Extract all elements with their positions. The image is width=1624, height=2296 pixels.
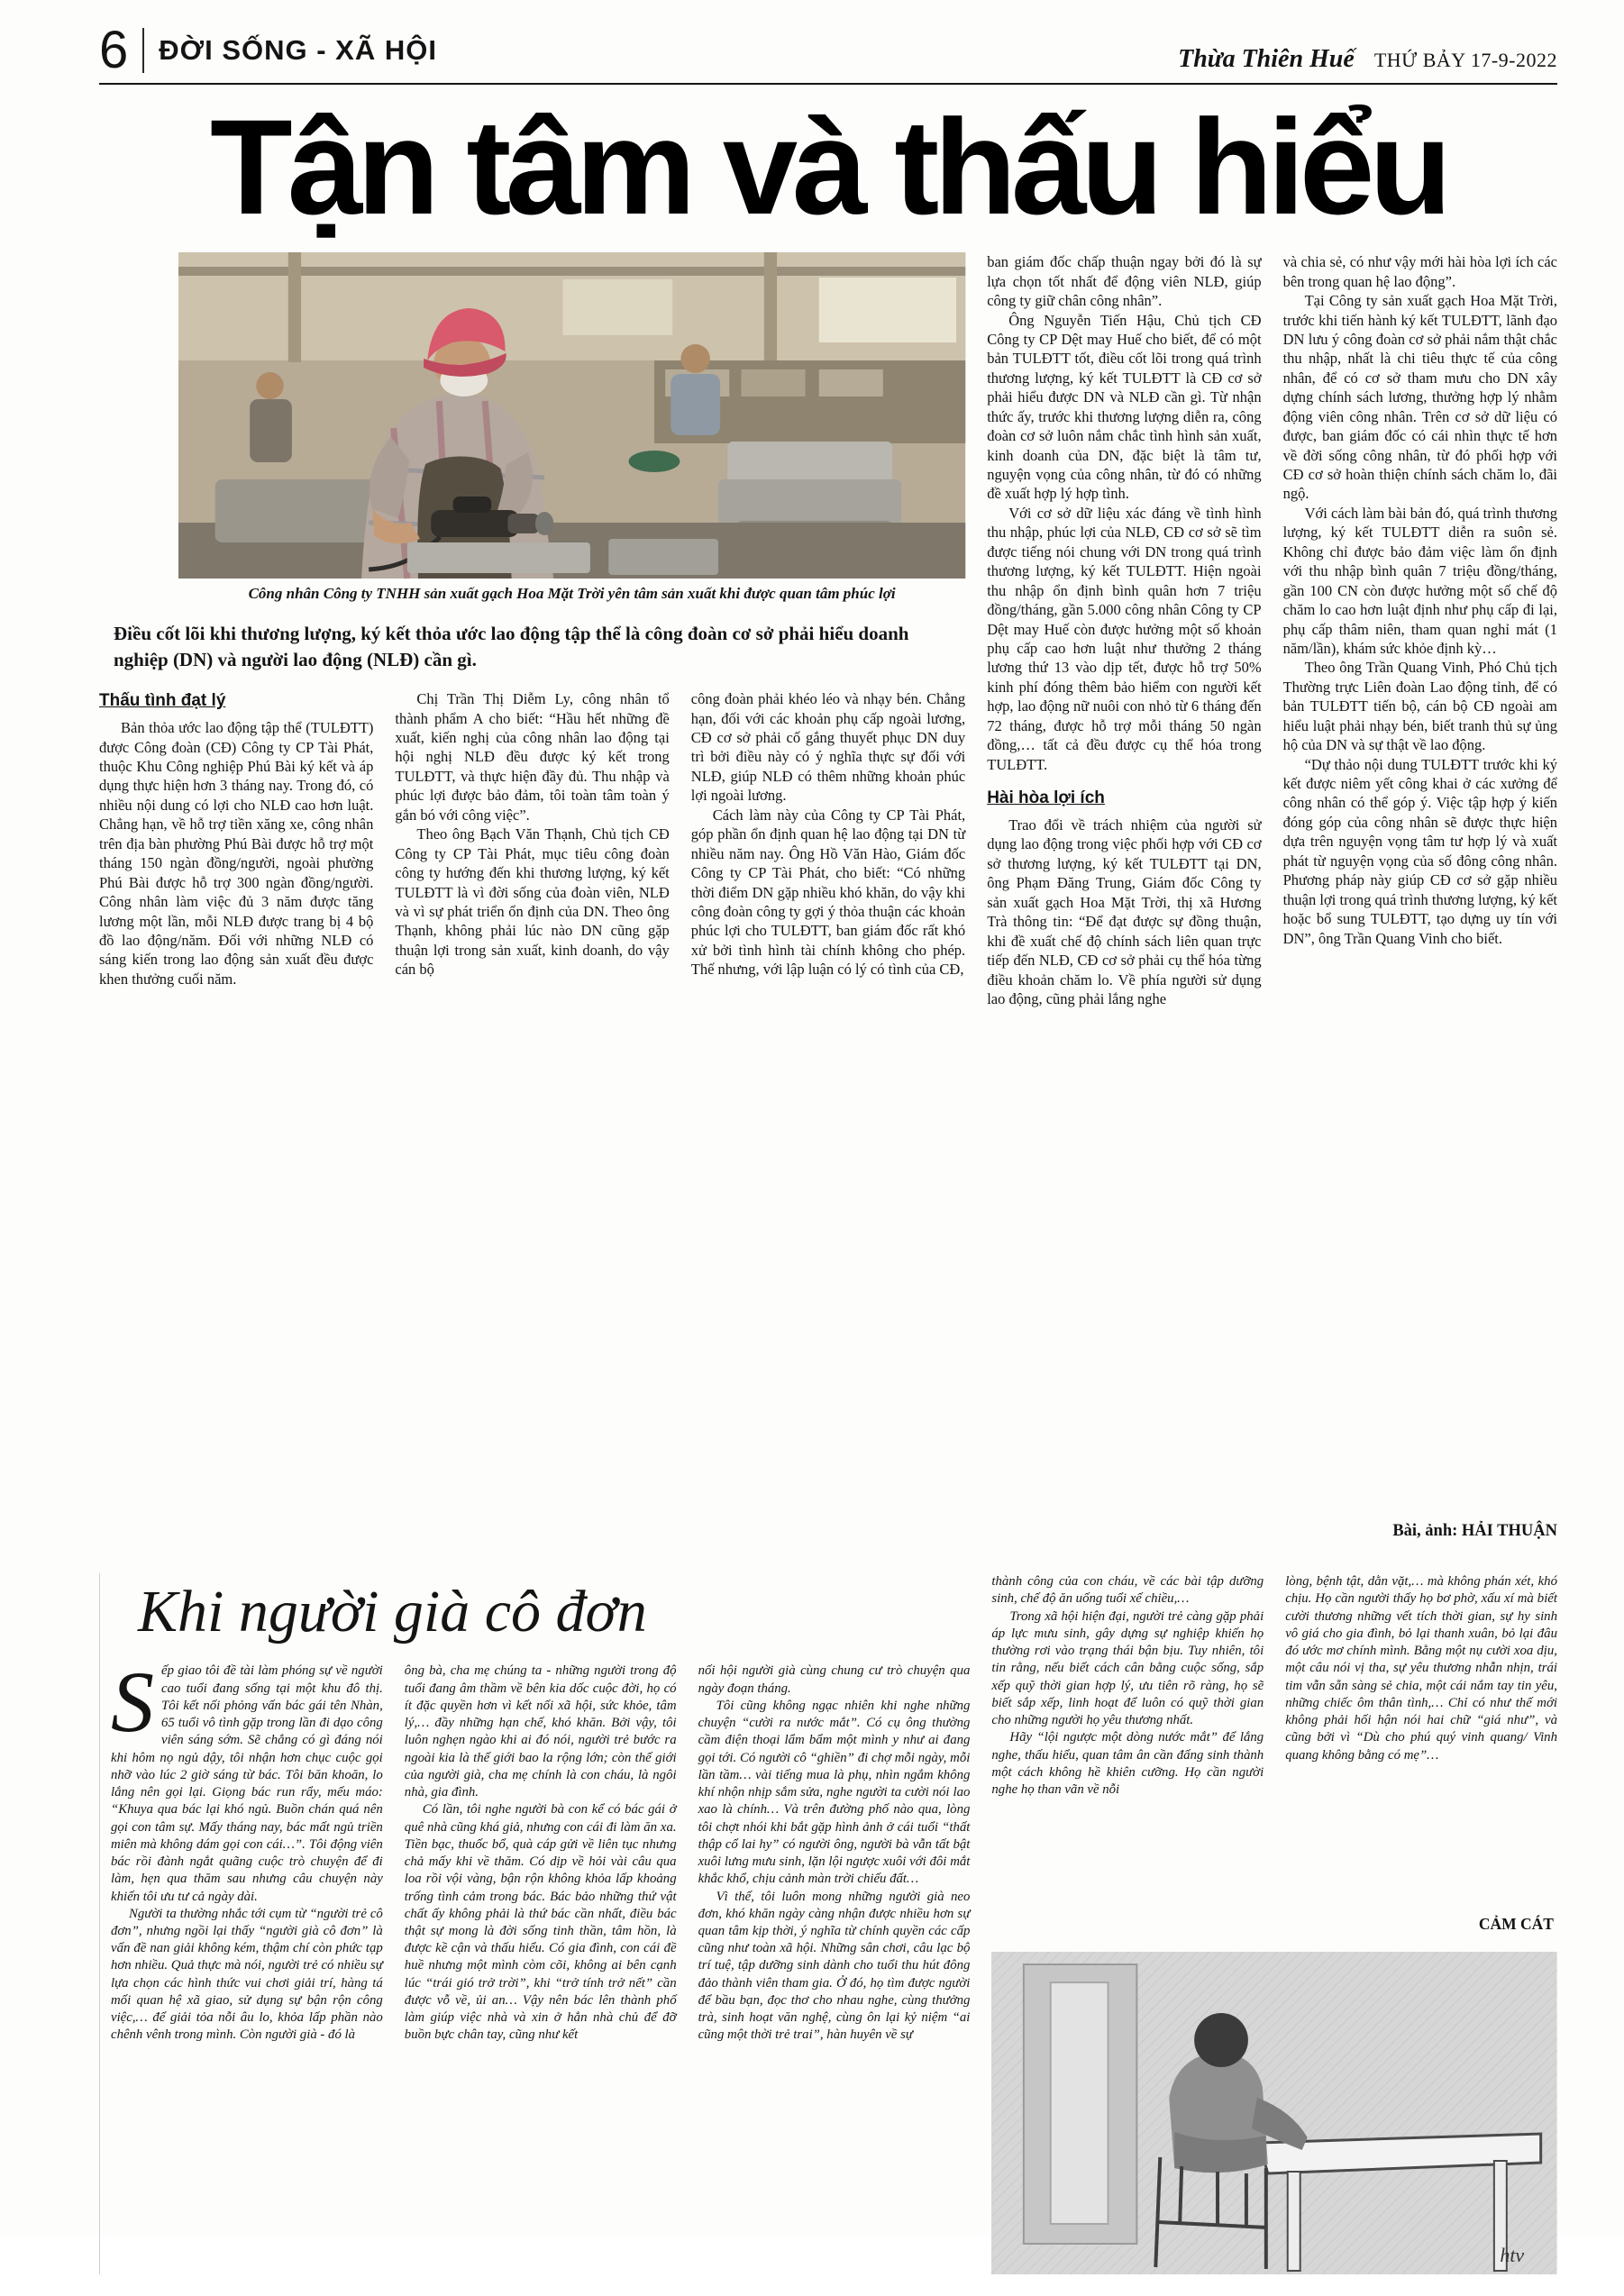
essay-illustration	[991, 1939, 1557, 2274]
subheading-thau-tinh: Thấu tình đạt lý	[99, 691, 226, 711]
masthead-right	[1178, 45, 1557, 74]
paragraph: Người ta thường nhắc tới cụm từ “người trẻ cô đơn”, nhưng ngồi lại thấy “người già cô đơn” là vấn đề nan giải không kém, thậm chí còn phức tạp hơn nhiều. Quả thực mà nói, người trẻ có nhiều sự lựa chọn các hình thức vui chơi giải trí, hàng tá mối quan hệ xã giao, sử dụng sự bận rộn công việc,… để giải tỏa nỗi âu lo, khỏa lấp phần nào chênh vênh trong mình. Còn người già - đó là	[111, 1906, 383, 2043]
top-column-2	[395, 689, 669, 979]
masthead-left	[99, 21, 437, 79]
paragraph: Chị Trần Thị Diễm Ly, công nhân tổ thành phẩm A cho biết: “Hầu hết những đề xuất, kiến nghị của công nhân lao động tại hội nghị NLĐ đều được ký kết trong TULĐTT, và thực hiện đầy đủ. Thu nhập và phúc lợi được bảo đảm, tôi toàn tâm toàn ý gắn bó với công việc”.	[395, 690, 670, 824]
seated-person-sketch	[991, 1952, 1557, 2274]
paragraph: Ông Nguyễn Tiến Hậu, Chủ tịch CĐ Công ty CP Dệt may Huế cho biết, để có một bản TULĐTT tốt, điều cốt lõi trong quá trình thương lượng, ký kết TULĐTT là CĐ cơ sở phải hiểu được DN và NLĐ cần gì. Từ nhận thức ấy, trước khi thương lượng diễn ra, công đoàn cơ sở luôn nắm chắc tình hình sản xuất, kinh doanh của DN, đặc biệt là tâm tư, nguyện vọng của công nhân, từ đó có những đề xuất hợp lý hợp tình.	[987, 311, 1262, 503]
byline-essay: CẢM CÁT	[1478, 1915, 1554, 1934]
paragraph: nối hội người già cùng chung cư trò chuyện qua ngày đoạn tháng.	[698, 1663, 971, 1696]
top-column-1	[99, 689, 373, 989]
paragraph: Vì thế, tôi luôn mong những người già neo đơn, khó khăn ngày càng nhận được nhiều hơn sự quan tâm kịp thời, ý nghĩa từ chính quyền các cấp cũng như toàn xã hội. Những sân chơi, câu lạc bộ trí tuệ, tập dưỡng sinh dành cho tuổi thu hút đông đảo thành viên tham gia. Ở đó, họ tìm được người để bầu bạn, đọc thơ cho nhau nghe, cùng thưởng trà, sinh hoạt văn nghệ, cùng ôn lại kỷ niệm “ai cũng một thời trẻ trai”, hàn huyên về sự	[698, 1889, 971, 2043]
essay-column-5	[1285, 1573, 1557, 1939]
paragraph: Bản thỏa ước lao động tập thể (TULĐTT) được Công đoàn (CĐ) Công ty CP Tài Phát, thuộc Khu Công nghiệp Phú Bài ký kết và áp dụng thực hiện hơn 3 tháng nay. Trong đó, có nhiều nội dung có lợi cho NLĐ cao hơn luật. Chẳng hạn, về hỗ trợ tiền xăng xe, công nhân trên địa bàn phường Phú Bài được hỗ trợ một tháng 150 ngàn đồng/người, ngoài phường Phú Bài được hỗ trợ 300 ngàn đồng/người. Công nhân làm việc đủ 3 năm được tăng lương một lần, mỗi NLĐ được trang bị 4 bộ đồ lao động/năm. Đối với những NLĐ có sáng kiến trong lao động sản xuất đều được khen thưởng cuối năm.	[99, 719, 374, 988]
subheading-hai-hoa: Hài hòa lợi ích	[987, 788, 1105, 807]
paragraph: Hãy “lội ngược một dòng nước mắt” để lắng nghe, thấu hiểu, quan tâm ân cần đấng sinh thành một cách không hề khiên cưỡng. Họ cần người nghe họ than vãn về nỗi	[991, 1730, 1264, 1797]
byline-top-article: Bài, ảnh: HẢI THUẬN	[1392, 1522, 1557, 1541]
factory-photo-illustration	[178, 252, 965, 579]
top-column-4	[987, 252, 1261, 1541]
paragraph: ban giám đốc chấp thuận ngay bởi đó là sự lựa chọn tốt nhất để động viên NLĐ, giúp công ty giữ chân công nhân”.	[987, 253, 1262, 310]
illustration-signature: htv	[1500, 2244, 1525, 2267]
essay-column-3	[698, 1663, 971, 2274]
paragraph-text: ếp giao tôi đề tài làm phóng sự về người cao tuổi đang sống tại một khu đô thị. Tôi kết nối phỏng vấn bác gái tên Nhàn, 65 tuổi vô tình gặp trong lần đi dạo công viên sáng sớm. Sẽ chẳng có gì đáng nói khi hôm nọ ngủ dậy, tôi nhận hơn chục cuộc gọi nhỡ vào lúc 2 giờ sáng từ bác. Tôi băn khoăn, lo lắng nên gọi lại. Giọng bác run rẩy, mếu máo: “Khuya qua bác lại khó ngủ. Buồn chán quá nên gọi con tâm sự. Mấy tháng nay, bác mất ngủ triền miên mà không dám gọi con cái…”. Tôi động viên bác rồi đành ngắt quãng cuộc trò chuyện để đi làm, hẹn qua thăm sau nhưng câu chuyện này khiến tôi ưu tư cả ngày dài.	[111, 1663, 383, 1904]
paragraph: công đoàn phải khéo léo và nhạy bén. Chẳng hạn, đối với các khoản phụ cấp ngoài lương, CĐ cơ sở phải cố gắng thuyết phục DN duy trì bởi điều này có ý nghĩa thực sự đối với NLĐ, giúp NLĐ có thêm những khoản phúc lợi ngoài lương.	[690, 690, 966, 805]
photo-caption: Công nhân Công ty TNHH sản xuất gạch Hoa Mặt Trời yên tâm sản xuất khi được quan tâm phúc lợi	[248, 585, 896, 603]
essay-column-2	[405, 1663, 677, 2274]
paragraph: Cách làm này của Công ty CP Tài Phát, góp phần ổn định quan hệ lao động tại DN từ nhiều năm nay. Ông Hồ Văn Hào, Giám đốc Công ty CP Tài Phát, cho biết: “Có những thời điểm DN gặp nhiều khó khăn, do vậy khi công đoàn công ty gợi ý thỏa thuận các khoản phúc lợi cho TULĐTT, ban giám đốc rất khó xử bởi tình hình tài chính không cho phép. Thế nhưng, với lập luận có lý có tình của CĐ,	[690, 806, 966, 979]
section-title: ĐỜI SỐNG - XÃ HỘI	[159, 34, 437, 67]
essay-column-1	[111, 1654, 383, 2274]
paragraph: ông bà, cha mẹ chúng ta - những người trong độ tuổi đang âm thầm về bên kia dốc cuộc đời, họ có ít đặc quyền hơn vì kết nối xã hội, sức khỏe, tâm lý,… đầy những hạn chế, khó khăn. Bởi vậy, tôi luôn nghẹn ngào khi ai đó nói, người trẻ bước ra ngoài kia là thế giới bao la rộng lớn; còn thế giới của người già, cha mẹ chính là con cháu, là ngôi nhà, gia đình.	[404, 1663, 677, 1800]
masthead-divider	[142, 28, 144, 73]
lead-paragraph: Điều cốt lõi khi thương lượng, ký kết thỏa ước lao động tập thể là công đoàn cơ sở phải hiểu doanh nghiệp (DN) và người lao động (NLĐ) cần gì.	[114, 623, 909, 671]
paper-date: THỨ BẢY 17-9-2022	[1373, 49, 1557, 72]
bottom-article	[99, 1573, 1557, 2274]
paragraph: Theo ông Trần Quang Vinh, Phó Chủ tịch Thường trực Liên đoàn Lao động tỉnh, để có bản TULĐTT tiến bộ, cán bộ CĐ ngoài am hiểu luật phải nhạy bén, biết tranh thủ sự ủng hộ của DN và sự thật về lao động.	[1282, 659, 1557, 754]
paragraph: Có lần, tôi nghe người bà con kể có bác gái ở quê nhà cũng khá giả, nhưng con cái đi làm ăn xa. Tiền bạc, thuốc bổ, quà cáp gửi về liên tục nhưng chả mấy khi về thăm. Có dịp về hỏi vài câu qua loa rồi vội vàng, bận rộn không khỏa lấp khoảng trống tình cảm trong bác. Bác bảo những thứ vật chất ấy không phải là thứ bác cần nhất, điều bác thật sự mong là đời sống tinh thần, tâm hồn, là được kề cận và thấu hiểu. Có gia đình, con cái đề huề nhưng một mình còm cõi, không ai bên cạnh lúc “trái gió trở trời”, khi “trở tính trở nết” cần được vỗ về, ủi an… Vậy nên bác lên thành phố làm giúp việc nhà và xin ở hẳn nhà chủ để đỡ buồn bực chân tay, cũng như kết	[404, 1802, 677, 2043]
essay-column-4	[991, 1573, 1264, 1939]
essay-title: Khi người già cô đơn	[138, 1579, 647, 1645]
page-number: 6	[99, 21, 129, 79]
paragraph: Với cơ sở dữ liệu xác đáng về tình hình thu nhập, phúc lợi của NLĐ, CĐ cơ sở sẽ tìm được tiếng nói chung với DN trong quá trình thương lượng, ký kết TULĐTT. Hiện ngoài thu nhập ổn định bình quân hơn 7 triệu đồng/tháng, gần 5.000 công nhân Công ty CP Dệt may Huế còn được hưởng một số khoản phụ cấp cao hơn luật như thưởng 2 tháng lương thứ 13 vào dịp tết, được hỗ trợ 50% kinh phí đóng thêm bảo hiểm con người kết hợp, lao động nữ nuôi con nhỏ từ 6 tháng đến 72 tháng, được hỗ trợ mỗi tháng 50 ngàn đồng,… tất cả đều được cụ thể hóa trong TULĐTT.	[987, 504, 1262, 773]
paragraph: Trong xã hội hiện đại, người trẻ càng gặp phải áp lực mưu sinh, gây dựng sự nghiệp khiến họ thường rơi vào trạng thái bận bịu. Tuy nhiên, tôi tin rằng, nếu biết cách cân bằng cuộc sống, sắp xếp quỹ thời gian hợp lý, ưu tiên rõ ràng, họ sẽ biết sắp xếp, linh hoạt để luôn có quỹ thời gian cho những người họ yêu thương nhất.	[991, 1608, 1264, 1728]
paragraph: và chia sẻ, có như vậy mới hài hòa lợi ích các bên trong quan hệ lao động”.	[1282, 253, 1557, 290]
paper-name: Thừa Thiên Huế	[1178, 45, 1355, 74]
paragraph: thành công của con cháu, về các bài tập dưỡng sinh, chế độ ăn uống tuổi xế chiều,…	[991, 1574, 1264, 1607]
top-article-right-zone	[987, 252, 1557, 1541]
drop-cap: S	[111, 1654, 154, 1751]
paragraph: Tại Công ty sản xuất gạch Hoa Mặt Trời, trước khi tiến hành ký kết TULĐTT, lãnh đạo DN lưu ý công đoàn cơ sở phải nắm thật chắc thu nhập, nhất là chi tiêu thực tế của công nhân, để có cơ sở tham mưu cho DN xây dựng chính sách lương, thưởng hợp lý nhằm động viên công nhân. Trên cơ sở dữ liệu có được, ban giám đốc có cái nhìn thực tế hơn về đời sống công nhân, từ đó phối hợp với CĐ cơ sở hoàn thiện chính sách chăm lo, đãi ngộ.	[1282, 292, 1557, 503]
paragraph: Trao đổi về trách nhiệm của người sử dụng lao động trong việc phối hợp với CĐ cơ sở thương lượng, ký kết TULĐTT tại DN, ông Phạm Đăng Trung, Giám đốc Công ty sản xuất gạch Hoa Mặt Trời, thị xã Hương Trà thông tin: “Để đạt được sự đồng thuận, khi đề xuất chế độ chính sách liên quan trực tiếp đến NLĐ, CĐ cơ sở phải cụ thể hóa từng điều khoản chăm lo. Về phía người sử dụng lao động, cũng phải lắng nghe	[987, 816, 1262, 1007]
article-photo	[178, 252, 965, 579]
top-article-left-zone	[99, 252, 965, 1541]
masthead	[99, 21, 1557, 85]
paragraph: “Dự thảo nội dung TULĐTT trước khi ký kết được niêm yết công khai ở các xưởng để công nhân có thể góp ý. Việc tập hợp ý kiến đóng góp của công nhân sẽ được thực hiện dựa trên nguyện vọng tâm tư hợp lý và xuất phát từ nguyện vọng của số đông công nhân. Phương pháp này giúp CĐ cơ sở gặp nhiều thuận lợi trong quá trình thương lượng, ký kết hoặc bổ sung TULĐTT, tạo dựng uy tín với DN”, ông Trần Quang Vinh cho biết.	[1282, 755, 1557, 947]
paragraph: lòng, bệnh tật, dằn vặt,… mà không phán xét, khó chịu. Họ cần người thấy họ bơ phờ, xấu xí mà biết cười thương những vết tích thời gian, sự hy sinh vô giá cho gia đình, bỏ lại thanh xuân, bỏ lại đâu đó ước mơ chính mình. Bằng một nụ cười xoa dịu, một câu nói vị tha, sự yêu thương nhẫn nhịn, trái tim vẫn sẵn sàng sẻ chia, một cái nắm tay tin yêu, những chiếc ôm thân tình,… Chỉ có như thế mới không phải hối hận nói hai chữ “giá như”, và cũng bởi vì “Dù cho phú quý vinh quang/ Vinh quang không bằng có mẹ”…	[1285, 1574, 1557, 1763]
paragraph: Theo ông Bạch Văn Thạnh, Chủ tịch CĐ Công ty CP Tài Phát, mục tiêu công đoàn công ty hướng đến khi thương lượng, ký kết TULĐTT là vì đời sống của đoàn viên, NLĐ và vì sự phát triển ổn định của DN. Theo ông Thạnh, không phải lúc nào DN cũng gặp thuận lợi trong sản xuất, kinh doanh, do vậy cán bộ	[395, 825, 670, 979]
top-article	[99, 252, 1557, 1541]
photo-block	[178, 252, 965, 603]
top-article-subcolumns	[99, 689, 965, 989]
paragraph	[111, 1654, 383, 1905]
paragraph: Tôi cũng không ngạc nhiên khi nghe những chuyện “cười ra nước mắt”. Có cụ ông thường cầm điện thoại lẩm bẩm một mình y như ai đang gọi tới. Có người cô “ghiền” đi chợ mỗi ngày, mỗi lần tầm… vài tiếng mua là phụ, nhìn ngắm không khí nhộn nhịp sắm sửa, nghe người ta cười nói lao xao là chính… Và trên đường phố nào qua, lòng tôi chợt nhói khi bắt gặp hình ảnh ở cái tuổi “thất thập cổ lai hy” có người ông, người bà vẫn tất bật xuôi lưng mưu sinh, lặn lội ngược xuôi với đôi mắt khắc khổ, chịu cảnh màn trời chiếu đất…	[698, 1698, 971, 1887]
top-column-3	[691, 689, 965, 979]
paragraph: Với cách làm bài bản đó, quá trình thương lượng, ký kết TULĐTT diễn ra suôn sẻ. Không chỉ được bảo đảm việc làm ổn định với thu nhập bình quân 7 triệu đồng/tháng, gần 100 CN còn được hưởng một số chế độ chăm lo cao hơn luật định như phụ cấp đi lại, phụ cấp thâm niên, tham quan nghỉ mát (1 năm/lần), khám sức khỏe định kỳ…	[1282, 504, 1557, 657]
top-column-5	[1283, 252, 1557, 1541]
main-headline: Tận tâm và thấu hiểu	[210, 91, 1446, 243]
